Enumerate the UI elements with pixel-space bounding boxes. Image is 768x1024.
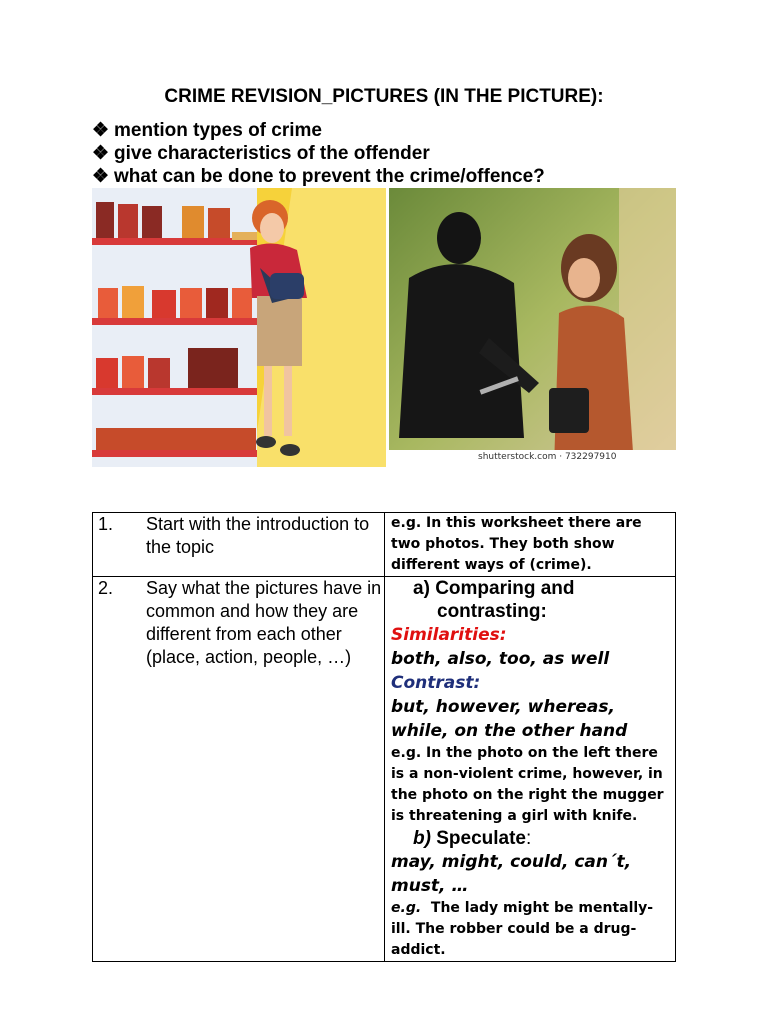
shoplifting-illustration [92, 188, 386, 467]
similarities-label: Similarities: [391, 625, 507, 645]
diamond-bullet-icon: ❖ [92, 166, 110, 187]
section-marker: a) [413, 578, 430, 599]
instruction-item [93, 577, 384, 669]
section-title: Comparing and [435, 578, 575, 599]
section-title-cont: contrasting: [437, 601, 547, 622]
colon: : [525, 828, 532, 849]
example-text [391, 898, 669, 961]
example-text: e.g. In this worksheet there are two photos. They both show different ways of (crime). [391, 515, 642, 573]
task-list [92, 119, 545, 188]
table-row [93, 513, 676, 577]
example-cell [385, 513, 676, 577]
example-prefix: e.g. [391, 900, 422, 916]
example-body: The lady might be mentally-ill. The robber could be a drug-addict. [391, 900, 654, 958]
section-b-heading [391, 827, 669, 850]
instruction-text: Say what the pictures have in common and how they are different from each other (place, action, people, …) [146, 578, 382, 667]
task-item [92, 165, 545, 188]
task-text: mention types of crime [114, 120, 322, 141]
item-number: 2. [98, 578, 114, 598]
task-item [92, 119, 545, 142]
mugging-photo [389, 188, 676, 467]
item-number: 1. [98, 514, 114, 534]
example-text: e.g. In the photo on the left there is a non-violent crime, however, in the photo on the right the mugger is threatening a girl with knife. [391, 745, 664, 824]
task-text: what can be done to prevent the crime/offence? [114, 166, 545, 187]
section-marker: b) [413, 828, 431, 849]
task-item [92, 142, 545, 165]
instruction-cell [93, 513, 385, 577]
photo-credit: shutterstock.com · 732297910 [478, 452, 617, 462]
task-text: give characteristics of the offender [114, 143, 430, 164]
speculate-words: may, might, could, can´t, must, … [391, 852, 632, 896]
table-row [93, 577, 676, 962]
instruction-cell [93, 577, 385, 962]
revision-table [92, 512, 676, 962]
instruction-item [93, 513, 384, 559]
section-a-heading [391, 577, 669, 600]
contrast-words: but, however, whereas, while, on the other hand [391, 697, 628, 741]
contrast-label: Contrast: [391, 673, 481, 693]
section-title: Speculate [436, 828, 526, 849]
instruction-text: Start with the introduction to the topic [146, 514, 370, 557]
diamond-bullet-icon: ❖ [92, 120, 110, 141]
similarities-words: both, also, too, as well [391, 649, 610, 669]
page-title: CRIME REVISION_PICTURES (IN THE PICTURE): [164, 86, 604, 107]
language-cell [385, 577, 676, 962]
diamond-bullet-icon: ❖ [92, 143, 110, 164]
